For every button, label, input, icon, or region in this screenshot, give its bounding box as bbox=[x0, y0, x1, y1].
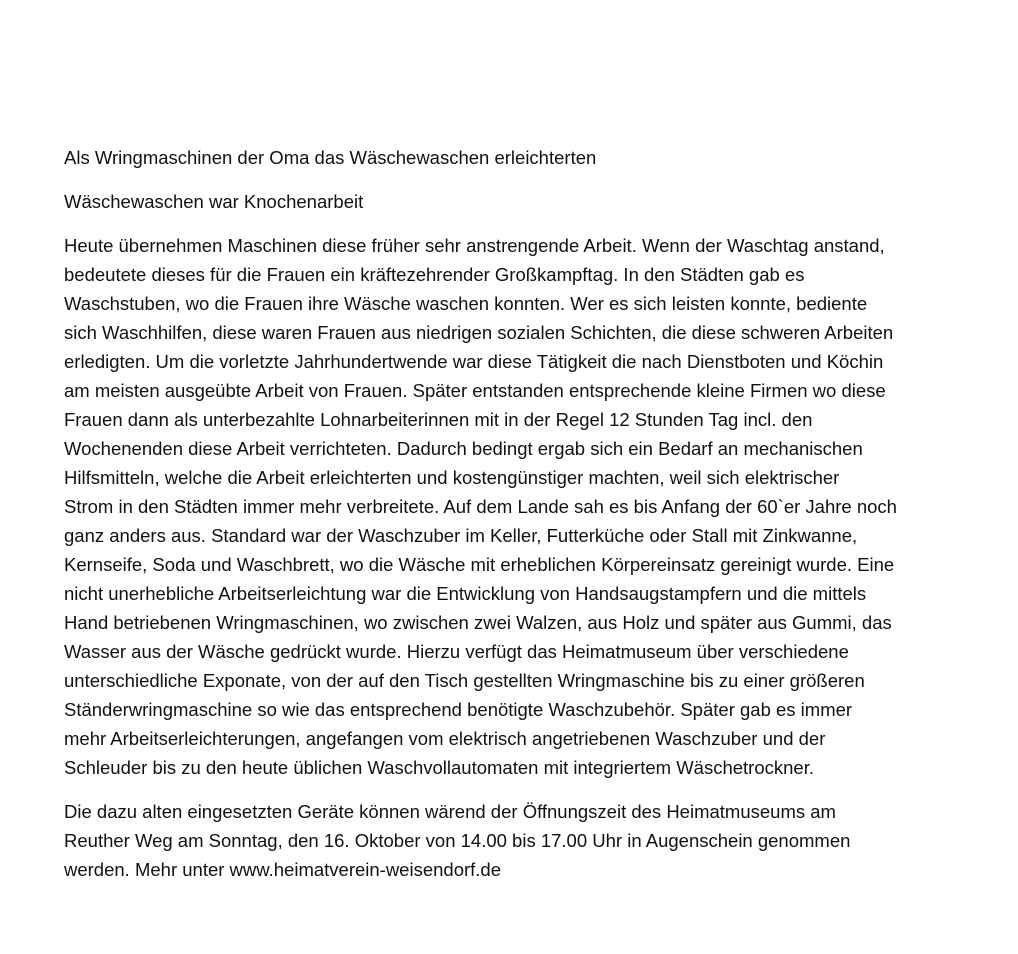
document-subtitle bbox=[64, 187, 976, 216]
body-paragraph-2 bbox=[64, 797, 976, 884]
text-line: Als Wringmaschinen der Oma das Wäschewaschen erleichterten bbox=[64, 147, 597, 168]
text-line: unterschiedliche Exponate, von der auf den Tisch gestellten Wringmaschine bis zu einer größeren bbox=[64, 670, 865, 691]
body-paragraph-1 bbox=[64, 231, 976, 782]
text-line: Heute übernehmen Maschinen diese früher sehr anstrengende Arbeit. Wenn der Waschtag anstand, bbox=[64, 235, 885, 256]
text-line: Kernseife, Soda und Waschbrett, wo die Wäsche mit erheblichen Körpereinsatz gereinigt wurde. Eine bbox=[64, 554, 895, 575]
text-line: Frauen dann als unterbezahlte Lohnarbeiterinnen mit in der Regel 12 Stunden Tag incl. den bbox=[64, 409, 813, 430]
text-line: Strom in den Städten immer mehr verbreitete. Auf dem Lande sah es bis Anfang der 60`er Jahre noch bbox=[64, 496, 897, 517]
text-line: Die dazu alten eingesetzten Geräte können wärend der Öffnungszeit des Heimatmuseums am bbox=[64, 801, 836, 822]
text-line: Ständerwringmaschine so wie das entsprechend benötigte Waschzubehör. Später gab es immer bbox=[64, 699, 853, 720]
text-line: Wasser aus der Wäsche gedrückt wurde. Hierzu verfügt das Heimatmuseum über verschiedene bbox=[64, 641, 849, 662]
document-page bbox=[64, 143, 976, 884]
text-line: am meisten ausgeübte Arbeit von Frauen. Später entstanden entsprechende kleine Firmen wo diese bbox=[64, 380, 886, 401]
text-line: werden. Mehr unter www.heimatverein-weisendorf.de bbox=[64, 859, 502, 880]
text-line: Reuther Weg am Sonntag, den 16. Oktober von 14.00 bis 17.00 Uhr in Augenschein genommen bbox=[64, 830, 851, 851]
text-line: Hand betriebenen Wringmaschinen, wo zwischen zwei Walzen, aus Holz und später aus Gummi, das bbox=[64, 612, 892, 633]
text-line: nicht unerhebliche Arbeitserleichtung war die Entwicklung von Handsaugstampfern und die mittels bbox=[64, 583, 867, 604]
text-line: ganz anders aus. Standard war der Waschzuber im Keller, Futterküche oder Stall mit Zinkwanne, bbox=[64, 525, 858, 546]
text-line: Hilfsmitteln, welche die Arbeit erleichterten und kostengünstiger machten, weil sich elektrischer bbox=[64, 467, 840, 488]
document-title bbox=[64, 143, 976, 172]
text-line: erledigten. Um die vorletzte Jahrhundertwende war diese Tätigkeit die nach Dienstboten und Köchin bbox=[64, 351, 884, 372]
text-line: Wochenenden diese Arbeit verrichteten. Dadurch bedingt ergab sich ein Bedarf an mechanischen bbox=[64, 438, 863, 459]
text-line: Schleuder bis zu den heute üblichen Waschvollautomaten mit integriertem Wäschetrockner. bbox=[64, 757, 814, 778]
text-line: sich Waschhilfen, diese waren Frauen aus niedrigen sozialen Schichten, die diese schweren Arbeiten bbox=[64, 322, 894, 343]
text-line: mehr Arbeitserleichterungen, angefangen vom elektrisch angetriebenen Waschzuber und der bbox=[64, 728, 826, 749]
text-line: bedeutete dieses für die Frauen ein kräftezehrender Großkampftag. In den Städten gab es bbox=[64, 264, 805, 285]
text-line: Waschstuben, wo die Frauen ihre Wäsche waschen konnten. Wer es sich leisten konnte, bediente bbox=[64, 293, 868, 314]
text-line: Wäschewaschen war Knochenarbeit bbox=[64, 191, 364, 212]
